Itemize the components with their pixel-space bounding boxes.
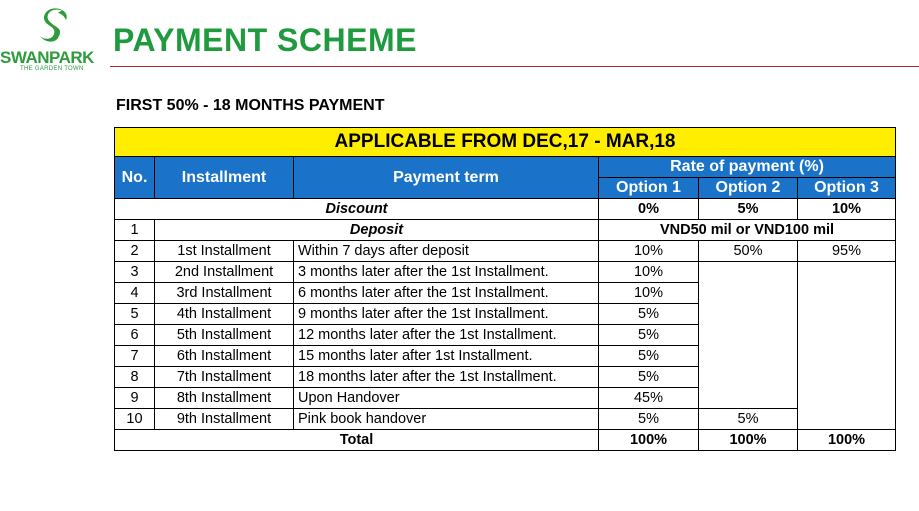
row-no: 10 xyxy=(115,409,155,430)
row-installment: 8th Installment xyxy=(155,388,294,409)
payment-scheme-table xyxy=(114,127,896,451)
row-term: Upon Handover xyxy=(294,388,599,409)
total-option-2: 100% xyxy=(699,430,798,451)
deposit-row xyxy=(115,220,896,241)
row-option-1: 10% xyxy=(599,262,699,283)
page-subtitle: FIRST 50% - 18 MONTHS PAYMENT xyxy=(116,97,385,114)
option-2-empty-span xyxy=(699,262,798,409)
row-term: 12 months later after the 1st Installment. xyxy=(294,325,599,346)
deposit-value: VND50 mil or VND100 mil xyxy=(599,220,896,241)
header-option-2: Option 2 xyxy=(699,178,798,199)
row-option-1: 5% xyxy=(599,346,699,367)
discount-option-1: 0% xyxy=(599,199,699,220)
total-option-3: 100% xyxy=(798,430,896,451)
brand-name: SWANPARK xyxy=(0,48,94,67)
discount-option-2: 5% xyxy=(699,199,798,220)
row-option-1: 5% xyxy=(599,367,699,388)
row-installment: 6th Installment xyxy=(155,346,294,367)
discount-row xyxy=(115,199,896,220)
row-option-1: 5% xyxy=(599,304,699,325)
row-installment: 2nd Installment xyxy=(155,262,294,283)
discount-label: Discount xyxy=(115,199,599,220)
row-option-3: 95% xyxy=(798,241,896,262)
row-option-2: 5% xyxy=(699,409,798,430)
row-term: Within 7 days after deposit xyxy=(294,241,599,262)
total-option-1: 100% xyxy=(599,430,699,451)
header-option-3: Option 3 xyxy=(798,178,896,199)
row-option-1: 10% xyxy=(599,241,699,262)
row-option-1: 10% xyxy=(599,283,699,304)
row-option-1: 5% xyxy=(599,409,699,430)
deposit-label: Deposit xyxy=(155,220,599,241)
header-option-1: Option 1 xyxy=(599,178,699,199)
row-no: 2 xyxy=(115,241,155,262)
table-row xyxy=(115,262,896,283)
row-no: 5 xyxy=(115,304,155,325)
total-row xyxy=(115,430,896,451)
header-row xyxy=(115,157,896,178)
row-no: 7 xyxy=(115,346,155,367)
row-installment: 4th Installment xyxy=(155,304,294,325)
row-term: 18 months later after the 1st Installment. xyxy=(294,367,599,388)
header-payment-term: Payment term xyxy=(294,157,599,199)
page-title: PAYMENT SCHEME xyxy=(113,22,417,58)
row-option-1: 45% xyxy=(599,388,699,409)
table-row xyxy=(115,241,896,262)
row-installment: 1st Installment xyxy=(155,241,294,262)
row-term: 3 months later after the 1st Installment. xyxy=(294,262,599,283)
row-term: 9 months later after the 1st Installment. xyxy=(294,304,599,325)
row-option-1: 5% xyxy=(599,325,699,346)
header-rate: Rate of payment (%) xyxy=(599,157,896,178)
total-label: Total xyxy=(115,430,599,451)
option-3-empty-span xyxy=(798,262,896,430)
row-no: 9 xyxy=(115,388,155,409)
row-term: 15 months later after 1st Installment. xyxy=(294,346,599,367)
brand-logo xyxy=(0,6,110,72)
table-row xyxy=(115,409,896,430)
row-installment: 7th Installment xyxy=(155,367,294,388)
row-term: Pink book handover xyxy=(294,409,599,430)
row-installment: 5th Installment xyxy=(155,325,294,346)
row-no: 3 xyxy=(115,262,155,283)
applicable-banner: APPLICABLE FROM DEC,17 - MAR,18 xyxy=(115,128,896,157)
header-installment: Installment xyxy=(155,157,294,199)
row-no: 8 xyxy=(115,367,155,388)
discount-option-3: 10% xyxy=(798,199,896,220)
row-no: 4 xyxy=(115,283,155,304)
row-installment: 9th Installment xyxy=(155,409,294,430)
row-option-2: 50% xyxy=(699,241,798,262)
swan-icon xyxy=(30,6,80,46)
header-no: No. xyxy=(115,157,155,199)
row-installment: 3rd Installment xyxy=(155,283,294,304)
title-divider xyxy=(110,66,919,67)
row-no: 6 xyxy=(115,325,155,346)
deposit-no: 1 xyxy=(115,220,155,241)
applicable-row xyxy=(115,128,896,157)
row-term: 6 months later after the 1st Installment. xyxy=(294,283,599,304)
brand-tagline: THE GARDEN TOWN xyxy=(20,66,84,72)
